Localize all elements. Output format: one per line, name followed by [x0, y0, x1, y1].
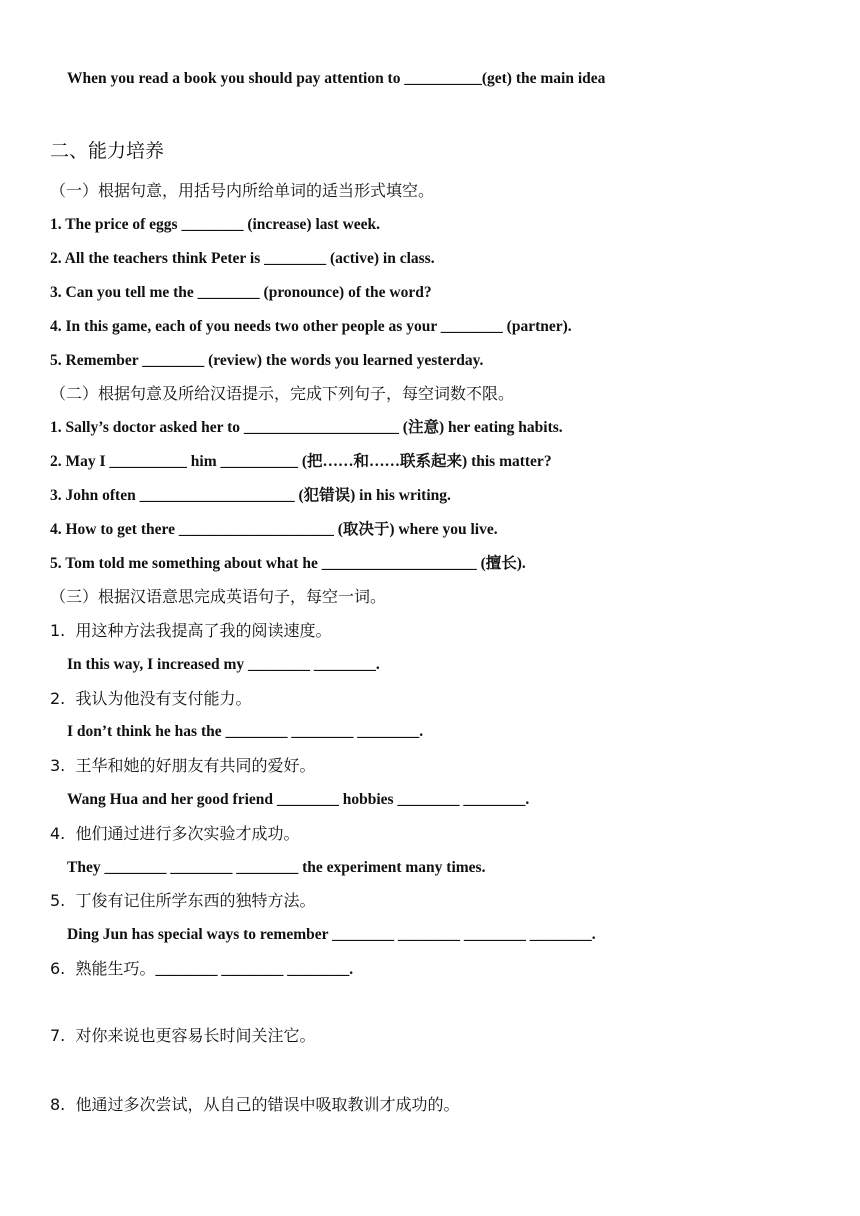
- part3-item-8: 8. 他通过多次尝试，从自己的错误中吸取教训才成功的。: [50, 1095, 460, 1114]
- part3-heading: （三）根据汉语意思完成英语句子，每空一词。: [50, 587, 387, 606]
- part3-item-6-blanks: ________ ________ ________.: [155, 961, 354, 978]
- part2-item-4: 4. How to get there ____________________ (取决于) where you live.: [50, 521, 498, 538]
- part3-item-5-cn: 5. 丁俊有记住所学东西的独特方法。: [50, 891, 316, 910]
- part2-item-5: 5. Tom told me something about what he ____________________ (擅长).: [50, 555, 526, 572]
- part3-item-2-cn: 2. 我认为他没有支付能力。: [50, 689, 252, 708]
- part3-item-4-cn: 4. 他们通过进行多次实验才成功。: [50, 824, 300, 843]
- part3-item-2-en: I don’t think he has the ________ ________ ________.: [67, 723, 424, 740]
- part3-item-7: 7. 对你来说也更容易长时间关注它。: [50, 1026, 316, 1045]
- part2-item-2: 2. May I __________ him __________ (把……和……联系起来) this matter?: [50, 453, 552, 470]
- part3-item-5-en: Ding Jun has special ways to remember ________ ________ ________ ________.: [67, 926, 596, 943]
- part1-item-1: 1. The price of eggs ________ (increase) last week.: [50, 216, 381, 233]
- part3-item-3-en: Wang Hua and her good friend ________ hobbies ________ ________.: [67, 791, 530, 808]
- part2-heading: （二）根据句意及所给汉语提示，完成下列句子，每空词数不限。: [50, 384, 515, 403]
- part3-item-4-en: They ________ ________ ________ the experiment many times.: [67, 859, 486, 876]
- part1-heading: （一）根据句意，用括号内所给单词的适当形式填空。: [50, 181, 435, 200]
- part3-item-1-cn: 1. 用这种方法我提高了我的阅读速度。: [50, 621, 332, 640]
- part2-item-1: 1. Sally’s doctor asked her to ____________________ (注意) her eating habits.: [50, 419, 563, 436]
- part1-item-5: 5. Remember ________ (review) the words you learned yesterday.: [50, 352, 484, 369]
- part1-item-2: 2. All the teachers think Peter is ________ (active) in class.: [50, 250, 435, 267]
- part3-item-1-en: In this way, I increased my ________ ________.: [67, 656, 380, 673]
- part1-item-4: 4. In this game, each of you needs two other people as your ________ (partner).: [50, 318, 572, 335]
- part2-item-3: 3. John often ____________________ (犯错误) in his writing.: [50, 487, 451, 504]
- part3-item-6: [50, 959, 353, 980]
- intro-line: When you read a book you should pay attention to __________(get) the main idea: [67, 70, 606, 87]
- part3-item-3-cn: 3. 王华和她的好朋友有共同的爱好。: [50, 756, 316, 775]
- section-title: 二、能力培养: [50, 140, 165, 162]
- part3-item-6-cn: 6. 熟能生巧。: [50, 959, 156, 978]
- part1-item-3: 3. Can you tell me the ________ (pronounce) of the word?: [50, 284, 432, 301]
